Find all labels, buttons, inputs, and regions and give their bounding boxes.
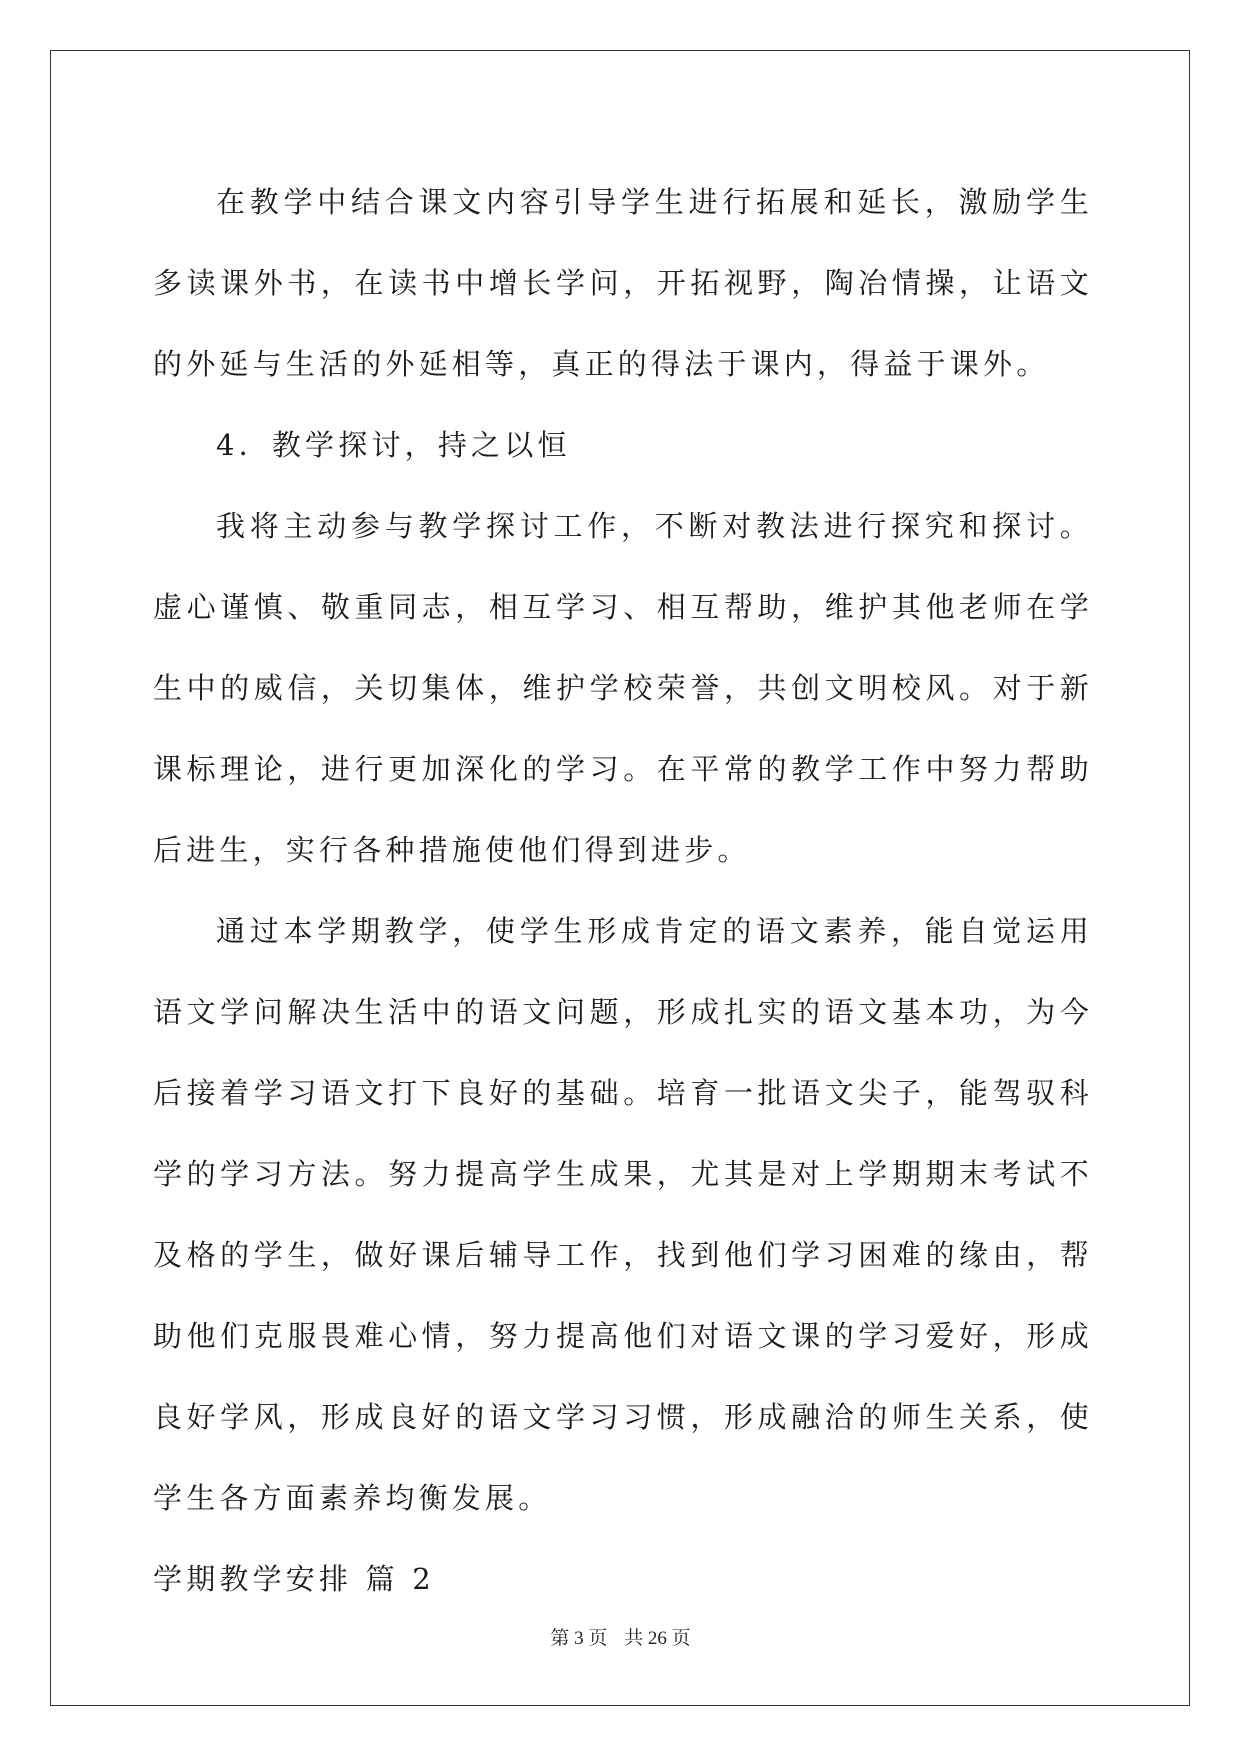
subheading-teaching-research: 4．教学探讨，持之以恒 <box>216 428 571 462</box>
paragraph-teaching-research: 我将主动参与教学探讨工作，不断对教法进行探究和探讨。虚心谨慎、敬重同志，相互学习、相互帮助，维护其他老师在学生中的威信，关切集体，维护学校荣誉，共创文明校风。对于新课标理论，进行更加深化的学习。在平常的教学工作中努力帮助后进生，实行各种措施使他们得到进步。 <box>153 509 1093 867</box>
paragraph-semester-goals: 通过本学期教学，使学生形成肯定的语文素养，能自觉运用语文学问解决生活中的语文问题，形成扎实的语文基本功，为今后接着学习语文打下良好的基础。培育一批语文尖子，能驾驭科学的学习方法。努力提高学生成果，尤其是对上学期期末考试不及格的学生，做好课后辅导工作，找到他们学习困难的缘由，帮助他们克服畏难心情，努力提高他们对语文课的学习爱好，形成良好学风，形成良好的语文学习习惯，形成融洽的师生关系，使学生各方面素养均衡发展。 <box>153 914 1093 1515</box>
page-total: 共 26 页 <box>624 1628 691 1649</box>
page-number: 第 3 页 <box>550 1628 608 1649</box>
paragraph-extension-reading: 在教学中结合课文内容引导学生进行拓展和延长，激励学生多读课外书，在读书中增长学问，开拓视野，陶冶情操，让语文的外延与生活的外延相等，真正的得法于课内，得益于课外。 <box>153 185 1093 381</box>
page-footer <box>0 1623 1241 1650</box>
section-heading: 学期教学安排 篇 2 <box>153 1562 435 1596</box>
document-body <box>153 162 1093 1620</box>
